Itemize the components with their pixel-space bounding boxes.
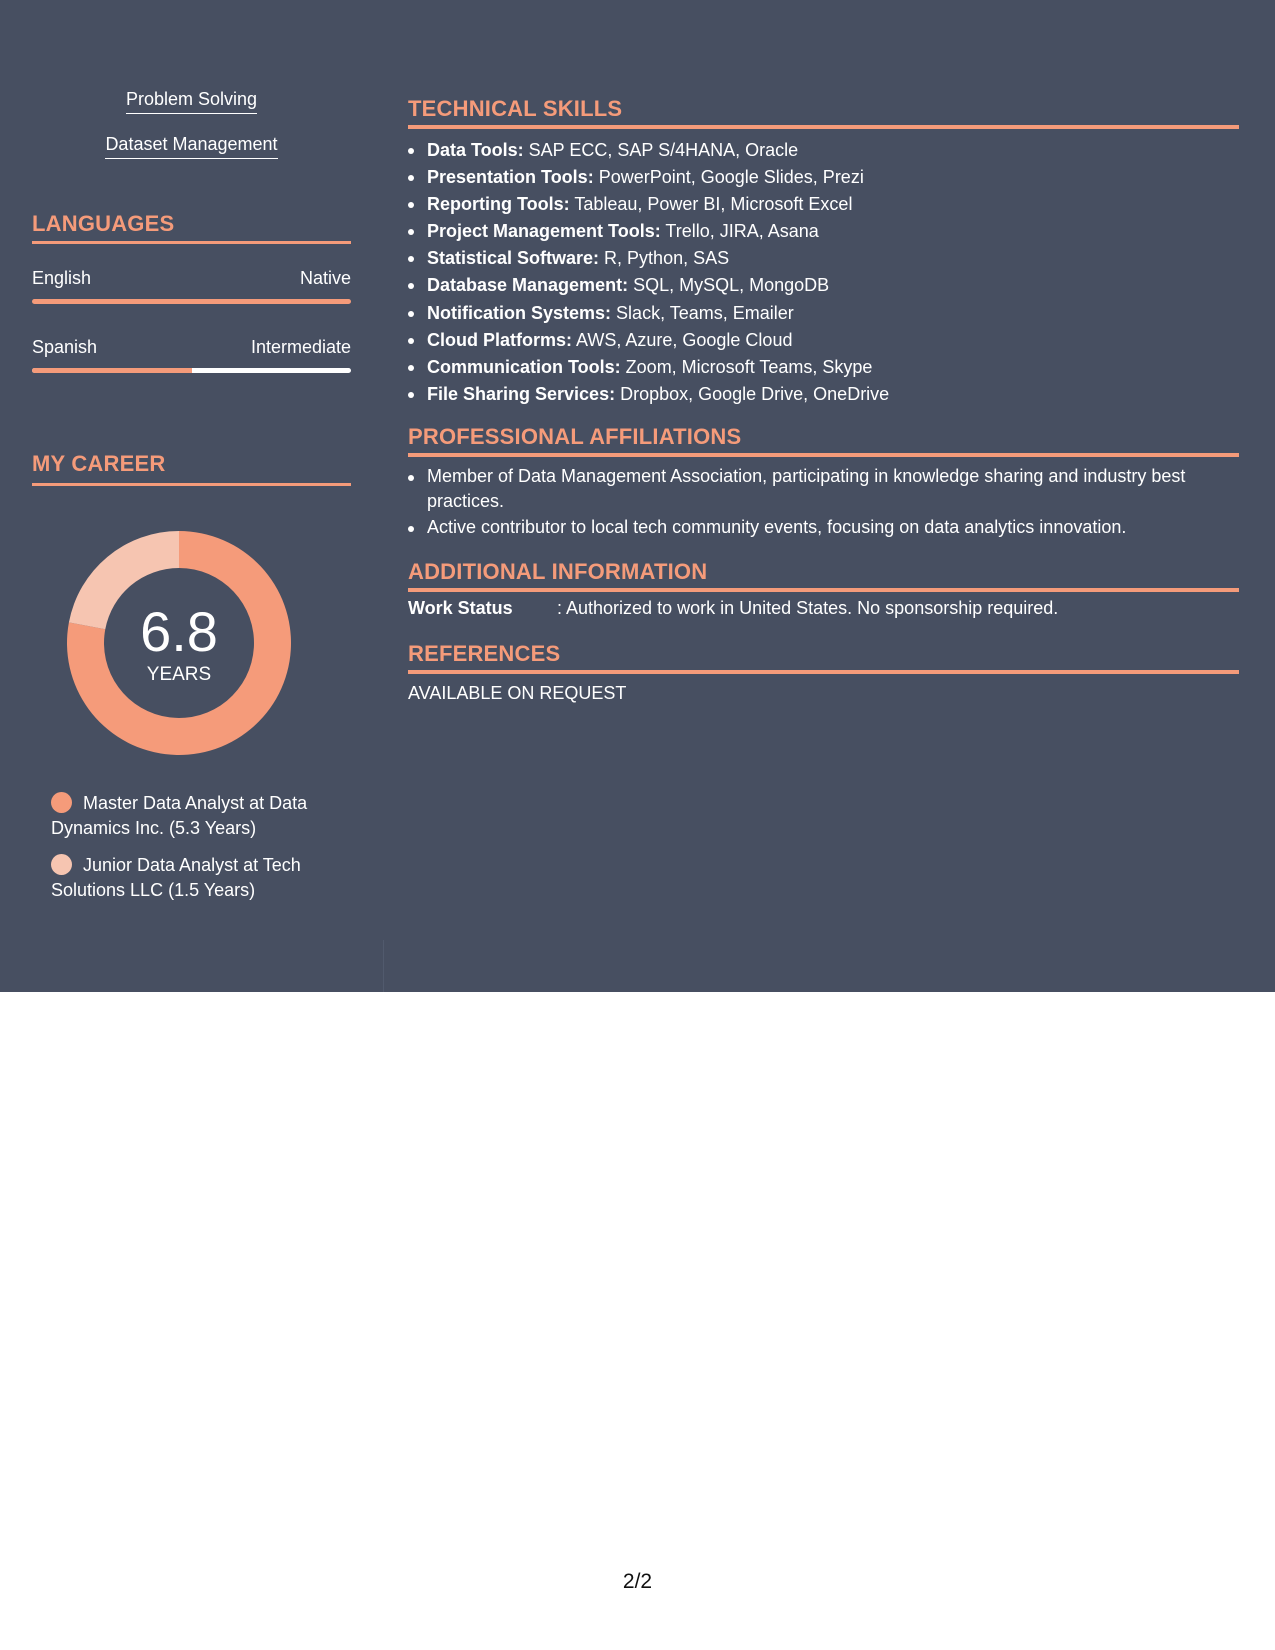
affiliations-rule	[408, 453, 1239, 457]
career-legend-label: Junior Data Analyst at Tech Solutions LLC (1.5 Years)	[51, 855, 301, 900]
list-item: Communication Tools: Zoom, Microsoft Teams, Skype	[408, 354, 1239, 381]
skill-tag-label: Problem Solving	[126, 89, 257, 114]
references-text: AVAILABLE ON REQUEST	[408, 683, 627, 703]
work-status-value: : Authorized to work in United States. No sponsorship required.	[557, 598, 1059, 618]
skill-tag	[0, 89, 383, 114]
additional-info-rule	[408, 588, 1239, 592]
affiliations-list	[408, 464, 1239, 541]
language-bar-fill	[32, 299, 351, 304]
skill-tag	[0, 134, 383, 159]
legend-dot-icon	[51, 854, 72, 875]
list-item: Statistical Software: R, Python, SAS	[408, 245, 1239, 272]
career-total-value: 6.8	[140, 600, 218, 663]
references-title: REFERENCES	[408, 641, 561, 666]
career-legend-item	[51, 791, 341, 841]
language-row	[32, 337, 351, 358]
technical-skills-list	[408, 137, 1239, 408]
list-item: Data Tools: SAP ECC, SAP S/4HANA, Oracle	[408, 137, 1239, 164]
language-bar	[32, 299, 351, 304]
additional-info-title: ADDITIONAL INFORMATION	[408, 559, 708, 584]
language-row	[32, 268, 351, 289]
languages-rule	[32, 241, 351, 244]
language-level: Intermediate	[250, 337, 351, 357]
language-name: English	[32, 268, 92, 288]
list-item: Reporting Tools: Tableau, Power BI, Microsoft Excel	[408, 191, 1239, 218]
legend-dot-icon	[51, 792, 72, 813]
list-item: Presentation Tools: PowerPoint, Google Slides, Prezi	[408, 164, 1239, 191]
sidebar	[0, 0, 383, 992]
language-bar	[32, 368, 351, 373]
career-rule	[32, 483, 351, 486]
language-name: Spanish	[32, 337, 98, 357]
sidebar-divider	[383, 940, 384, 992]
list-item: Notification Systems: Slack, Teams, Emailer	[408, 300, 1239, 327]
list-item: File Sharing Services: Dropbox, Google Drive, OneDrive	[408, 381, 1239, 408]
affiliations-title: PROFESSIONAL AFFILIATIONS	[408, 424, 742, 449]
language-bar-fill	[32, 368, 192, 373]
career-legend-label: Master Data Analyst at Data Dynamics Inc. (5.3 Years)	[51, 793, 308, 838]
technical-skills-rule	[408, 125, 1239, 129]
main-content	[408, 0, 1239, 992]
references-rule	[408, 670, 1239, 674]
language-level: Native	[299, 268, 351, 288]
languages-title: LANGUAGES	[32, 211, 175, 236]
list-item: Project Management Tools: Trello, JIRA, Asana	[408, 218, 1239, 245]
skill-tag-label: Dataset Management	[105, 134, 277, 159]
work-status-label: Work Status	[408, 598, 513, 618]
page-number: 2/2	[622, 1570, 653, 1593]
list-item: Member of Data Management Association, participating in knowledge sharing and industry best practices.	[408, 464, 1239, 514]
career-total-unit: YEARS	[146, 664, 212, 685]
list-item: Active contributor to local tech community events, focusing on data analytics innovation.	[408, 515, 1239, 540]
career-title: MY CAREER	[32, 451, 166, 476]
list-item: Database Management: SQL, MySQL, MongoDB	[408, 272, 1239, 299]
career-legend-item	[51, 853, 341, 903]
list-item: Cloud Platforms: AWS, Azure, Google Cloud	[408, 327, 1239, 354]
technical-skills-title: TECHNICAL SKILLS	[408, 96, 623, 121]
